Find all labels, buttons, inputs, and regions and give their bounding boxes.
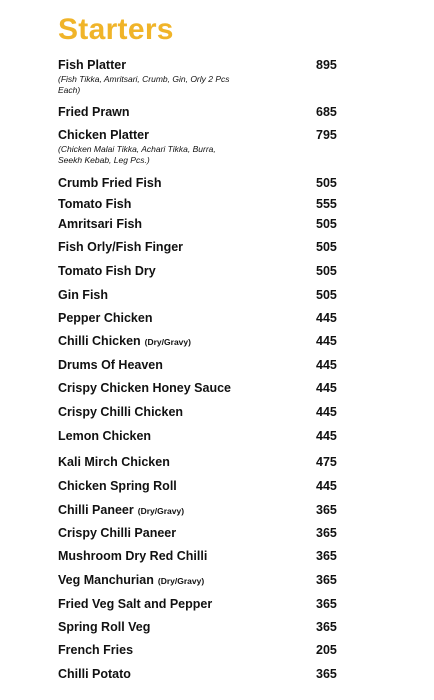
item-name — [58, 128, 149, 143]
menu-item — [58, 597, 358, 612]
menu-item — [58, 288, 358, 303]
menu-item — [58, 667, 358, 682]
item-price: 795 — [316, 128, 337, 142]
item-name — [58, 358, 163, 373]
item-description: (Fish Tikka, Amritsari, Crumb, Gin, Orly 2 Pcs Each) — [58, 74, 230, 95]
menu-item-row — [58, 240, 358, 255]
item-name-text: Fried Veg Salt and Pepper — [58, 597, 213, 611]
item-price: 895 — [316, 58, 337, 72]
menu-item — [58, 105, 358, 120]
item-name — [58, 58, 126, 73]
menu-item — [58, 128, 358, 165]
menu-item — [58, 264, 358, 279]
item-name — [58, 405, 183, 420]
item-price: 505 — [316, 288, 337, 302]
menu-item-row — [58, 311, 358, 326]
menu-item-row — [58, 455, 358, 470]
item-name-text: Fish Platter — [58, 58, 127, 72]
item-name-text: Chicken Spring Roll — [58, 479, 177, 493]
menu-item — [58, 311, 358, 326]
menu-item — [58, 197, 358, 212]
menu-item — [58, 643, 358, 658]
item-name-text: Spring Roll Veg — [58, 620, 151, 634]
item-qualifier: (Dry/Gravy) — [137, 506, 185, 516]
item-name-text: Gin Fish — [58, 288, 108, 302]
item-name — [58, 429, 151, 444]
item-name — [58, 264, 156, 279]
item-name — [58, 334, 191, 350]
menu-item-row — [58, 358, 358, 373]
item-name-text: Mushroom Dry Red Chilli — [58, 549, 208, 563]
menu-item — [58, 217, 358, 232]
item-price: 555 — [316, 197, 337, 211]
item-name-text: Chicken Platter — [58, 128, 150, 142]
menu-item — [58, 455, 358, 470]
item-name-text: French Fries — [58, 643, 134, 657]
item-price: 445 — [316, 429, 337, 443]
menu-item-row — [58, 526, 358, 541]
item-price: 445 — [316, 334, 337, 348]
menu-item-row — [58, 217, 358, 232]
menu-item-row — [58, 334, 358, 350]
menu-item — [58, 479, 358, 494]
menu-item-row — [58, 176, 358, 191]
item-price: 365 — [316, 526, 337, 540]
menu-item — [58, 573, 358, 589]
item-name — [58, 549, 207, 564]
item-name-text: Veg Manchurian — [58, 573, 154, 587]
item-price: 365 — [316, 573, 337, 587]
item-name-text: Crispy Chilli Paneer — [58, 526, 177, 540]
menu-item — [58, 240, 358, 255]
item-price: 475 — [316, 455, 337, 469]
item-name — [58, 311, 152, 326]
item-name-text: Drums Of Heaven — [58, 358, 163, 372]
page-title: Starters — [58, 13, 174, 46]
item-name-text: Chilli Chicken — [58, 334, 141, 348]
item-name-text: Crumb Fried Fish — [58, 176, 162, 190]
menu-item-row — [58, 381, 358, 396]
item-name-text: Lemon Chicken — [58, 429, 152, 443]
item-name — [58, 643, 133, 658]
item-name-text: Pepper Chicken — [58, 311, 153, 325]
menu-item — [58, 503, 358, 519]
menu-item-row — [58, 264, 358, 279]
item-name — [58, 105, 130, 120]
menu-item-row — [58, 405, 358, 420]
menu-item — [58, 405, 358, 420]
item-price: 445 — [316, 311, 337, 325]
item-qualifier: (Dry/Gravy) — [157, 576, 205, 586]
menu-item — [58, 334, 358, 350]
item-price: 365 — [316, 667, 337, 681]
item-name-text: Kali Mirch Chicken — [58, 455, 170, 469]
menu-item-row — [58, 479, 358, 494]
menu-item-row — [58, 573, 358, 589]
item-description: (Chicken Malai Tikka, Achari Tikka, Burra, Seekh Kebab, Leg Pcs.) — [58, 144, 216, 165]
item-price: 685 — [316, 105, 337, 119]
item-name-text: Crispy Chilli Chicken — [58, 405, 184, 419]
menu-item — [58, 176, 358, 191]
item-name-text: Chilli Potato — [58, 667, 131, 681]
item-name-text: Tomato Fish Dry — [58, 264, 156, 278]
menu-item-row — [58, 128, 358, 143]
menu-item — [58, 58, 358, 95]
menu-item — [58, 526, 358, 541]
item-name — [58, 197, 131, 212]
menu-item — [58, 549, 358, 564]
item-name — [58, 288, 108, 303]
item-price: 365 — [316, 503, 337, 517]
item-name — [58, 620, 150, 635]
item-price: 445 — [316, 479, 337, 493]
menu-item-row — [58, 429, 358, 444]
item-qualifier: (Dry/Gravy) — [144, 337, 191, 347]
menu-item-row — [58, 288, 358, 303]
item-price: 505 — [316, 217, 337, 231]
item-price: 445 — [316, 381, 337, 395]
item-name — [58, 667, 131, 682]
item-name-text: Crispy Chicken Honey Sauce — [58, 381, 231, 395]
menu-item — [58, 429, 358, 444]
menu-item — [58, 620, 358, 635]
item-name — [58, 217, 142, 232]
item-name-text: Fried Prawn — [58, 105, 130, 119]
item-price: 505 — [316, 176, 337, 190]
menu-item-row — [58, 503, 358, 519]
menu-item — [58, 358, 358, 373]
item-name-text: Amritsari Fish — [58, 217, 143, 231]
item-price: 365 — [316, 597, 337, 611]
item-price: 365 — [316, 620, 337, 634]
item-price: 445 — [316, 405, 337, 419]
menu-item — [58, 381, 358, 396]
item-name — [58, 176, 161, 191]
item-price: 505 — [316, 240, 337, 254]
item-price: 365 — [316, 549, 337, 563]
item-name — [58, 381, 231, 396]
item-name — [58, 573, 204, 589]
menu-item-row — [58, 620, 358, 635]
item-price: 445 — [316, 358, 337, 372]
item-price: 505 — [316, 264, 337, 278]
menu-item-row — [58, 667, 358, 682]
item-name-text: Tomato Fish — [58, 197, 132, 211]
menu-item-row — [58, 549, 358, 564]
item-name-text: Chilli Paneer — [58, 503, 134, 517]
item-name — [58, 479, 177, 494]
item-name — [58, 597, 212, 612]
menu-item-row — [58, 58, 358, 73]
menu-item-row — [58, 643, 358, 658]
item-name — [58, 240, 183, 255]
menu-item-row — [58, 105, 358, 120]
menu-item-row — [58, 197, 358, 212]
item-price: 205 — [316, 643, 337, 657]
item-name-text: Fish Orly/Fish Finger — [58, 240, 184, 254]
item-name — [58, 503, 184, 519]
menu-item-row — [58, 597, 358, 612]
item-name — [58, 526, 176, 541]
item-name — [58, 455, 170, 470]
